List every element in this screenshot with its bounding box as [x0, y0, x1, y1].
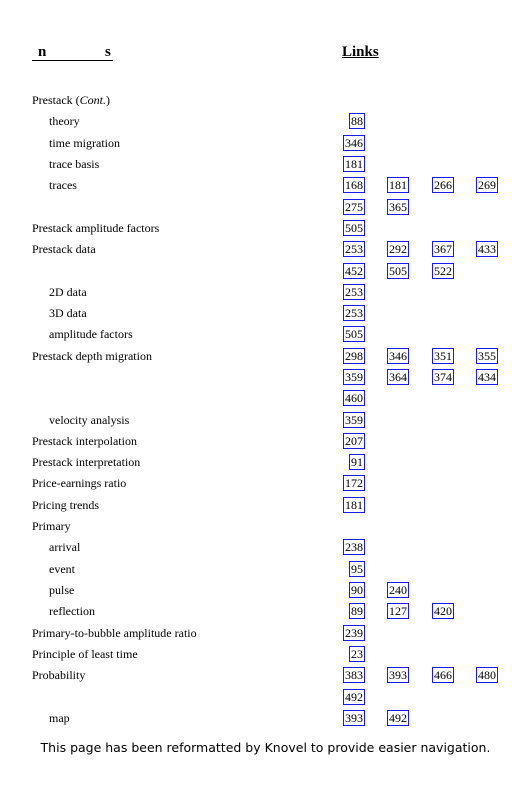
page-link[interactable]: 298 [345, 349, 363, 363]
index-term [49, 326, 133, 342]
page-link[interactable]: 240 [389, 583, 407, 597]
index-row [0, 667, 531, 688]
index-term [32, 667, 85, 683]
index-term [49, 412, 129, 428]
term-text: Prestack interpolation [32, 434, 137, 448]
term-text: time migration [49, 136, 120, 150]
page-link[interactable]: 253 [345, 285, 363, 299]
index-term [32, 646, 138, 662]
page-link[interactable]: 505 [345, 327, 363, 341]
index-term [32, 475, 126, 491]
term-text: trace basis [49, 157, 100, 171]
term-suffix: ) [106, 93, 110, 107]
index-row [0, 625, 531, 646]
term-text: event [49, 562, 75, 576]
index-row [0, 561, 531, 582]
index-row [0, 710, 531, 731]
index-term [49, 177, 77, 193]
page-link[interactable]: 346 [345, 136, 363, 150]
page-link[interactable]: 88 [351, 114, 363, 128]
page-link[interactable]: 480 [478, 668, 496, 682]
index-term [49, 156, 99, 172]
page-link[interactable]: 239 [345, 626, 363, 640]
index-term [49, 561, 75, 577]
index-row [0, 646, 531, 667]
index-row [0, 156, 531, 177]
term-text: velocity analysis [49, 413, 130, 427]
page-link[interactable]: 492 [345, 690, 363, 704]
page-link[interactable]: 434 [478, 370, 496, 384]
index-row [0, 412, 531, 433]
index-row [0, 92, 531, 113]
term-text: Prestack data [32, 242, 96, 256]
page-link[interactable]: 393 [345, 711, 363, 725]
page-link[interactable]: 95 [351, 562, 363, 576]
index-row [0, 369, 531, 390]
page-link[interactable]: 266 [434, 178, 452, 192]
term-text: Probability [32, 668, 86, 682]
page-link[interactable]: 127 [389, 604, 407, 618]
index-term [32, 241, 96, 257]
term-text: map [49, 711, 70, 725]
page-link[interactable]: 238 [345, 540, 363, 554]
index-row [0, 497, 531, 518]
index-row [0, 177, 531, 198]
page-link[interactable]: 89 [351, 604, 363, 618]
page-link[interactable]: 253 [345, 242, 363, 256]
links-column-header: Links [342, 44, 379, 60]
page-link[interactable]: 420 [434, 604, 452, 618]
page-link[interactable]: 505 [345, 221, 363, 235]
index-term [32, 433, 137, 449]
page-link[interactable]: 346 [389, 349, 407, 363]
page-link[interactable]: 359 [345, 370, 363, 384]
index-term [49, 284, 87, 300]
term-text: 2D data [49, 285, 87, 299]
page-link[interactable]: 91 [351, 455, 363, 469]
index-term [49, 113, 80, 129]
index-row [0, 603, 531, 624]
page-link[interactable]: 460 [345, 391, 363, 405]
index-row [0, 689, 531, 710]
page-link[interactable]: 505 [389, 264, 407, 278]
footer-note: This page has been reformatted by Knovel to provide easier navigation. [40, 740, 491, 755]
page-link[interactable]: 181 [389, 178, 407, 192]
page-link[interactable]: 365 [389, 200, 407, 214]
page-link[interactable]: 253 [345, 306, 363, 320]
page-link[interactable]: 492 [389, 711, 407, 725]
index-term [32, 497, 99, 513]
page-link[interactable]: 452 [345, 264, 363, 278]
term-italic-text: Cont. [79, 93, 106, 107]
index-row [0, 454, 531, 475]
index-term [32, 454, 140, 470]
index-term [49, 603, 95, 619]
index-term [32, 348, 152, 364]
index-term [32, 220, 159, 236]
index-row [0, 326, 531, 347]
page-link[interactable]: 269 [478, 178, 496, 192]
term-text: Prestack amplitude factors [32, 221, 160, 235]
term-text: Primary [32, 519, 71, 533]
term-text: pulse [49, 583, 75, 597]
page-link[interactable]: 172 [345, 476, 363, 490]
index-row [0, 241, 531, 262]
page-link[interactable]: 364 [389, 370, 407, 384]
index-term [49, 135, 120, 151]
index-term [49, 582, 74, 598]
page-link[interactable]: 275 [345, 200, 363, 214]
term-text: 3D data [49, 306, 87, 320]
index-header-right: s [105, 44, 111, 60]
page-link[interactable]: 393 [389, 668, 407, 682]
index-term [49, 305, 87, 321]
index-row [0, 305, 531, 326]
index-term [49, 710, 70, 726]
term-text: Primary-to-bubble amplitude ratio [32, 626, 197, 640]
index-row [0, 582, 531, 603]
term-text: Prestack interpretation [32, 455, 141, 469]
page-link[interactable]: 466 [434, 668, 452, 682]
page-link[interactable]: 181 [345, 157, 363, 171]
page-link[interactable]: 90 [351, 583, 363, 597]
term-text: Pricing trends [32, 498, 99, 512]
index-row [0, 348, 531, 369]
page-link[interactable]: 367 [434, 242, 452, 256]
index-row [0, 220, 531, 241]
index-header-left: n [38, 44, 47, 60]
page-link[interactable]: 374 [434, 370, 452, 384]
index-row [0, 518, 531, 539]
page-link[interactable]: 168 [345, 178, 363, 192]
page-link[interactable]: 23 [351, 647, 363, 661]
term-text: Price-earnings ratio [32, 476, 127, 490]
index-row [0, 284, 531, 305]
index-term [49, 539, 80, 555]
page-link[interactable]: 522 [434, 264, 452, 278]
term-text: theory [49, 114, 80, 128]
index-term [32, 92, 110, 108]
index-row [0, 199, 531, 220]
page-link[interactable]: 433 [478, 242, 496, 256]
term-text: Prestack depth migration [32, 349, 152, 363]
page-link[interactable]: 355 [478, 349, 496, 363]
index-row [0, 263, 531, 284]
page-link[interactable]: 292 [389, 242, 407, 256]
index-row [0, 475, 531, 496]
page-link[interactable]: 181 [345, 498, 363, 512]
page-link[interactable]: 383 [345, 668, 363, 682]
index-row [0, 539, 531, 560]
term-text: reflection [49, 604, 95, 618]
term-text: traces [49, 178, 77, 192]
page-link[interactable]: 207 [345, 434, 363, 448]
index-row [0, 135, 531, 156]
page-link[interactable]: 359 [345, 413, 363, 427]
term-text: amplitude factors [49, 327, 133, 341]
term-text: arrival [49, 540, 81, 554]
index-term [32, 518, 71, 534]
page-link[interactable]: 351 [434, 349, 452, 363]
index-row [0, 433, 531, 454]
index-row [0, 113, 531, 134]
index-row [0, 390, 531, 411]
index-column-header [32, 44, 113, 61]
term-text: Prestack ( [32, 93, 80, 107]
index-term [32, 625, 197, 641]
term-text: Principle of least time [32, 647, 138, 661]
